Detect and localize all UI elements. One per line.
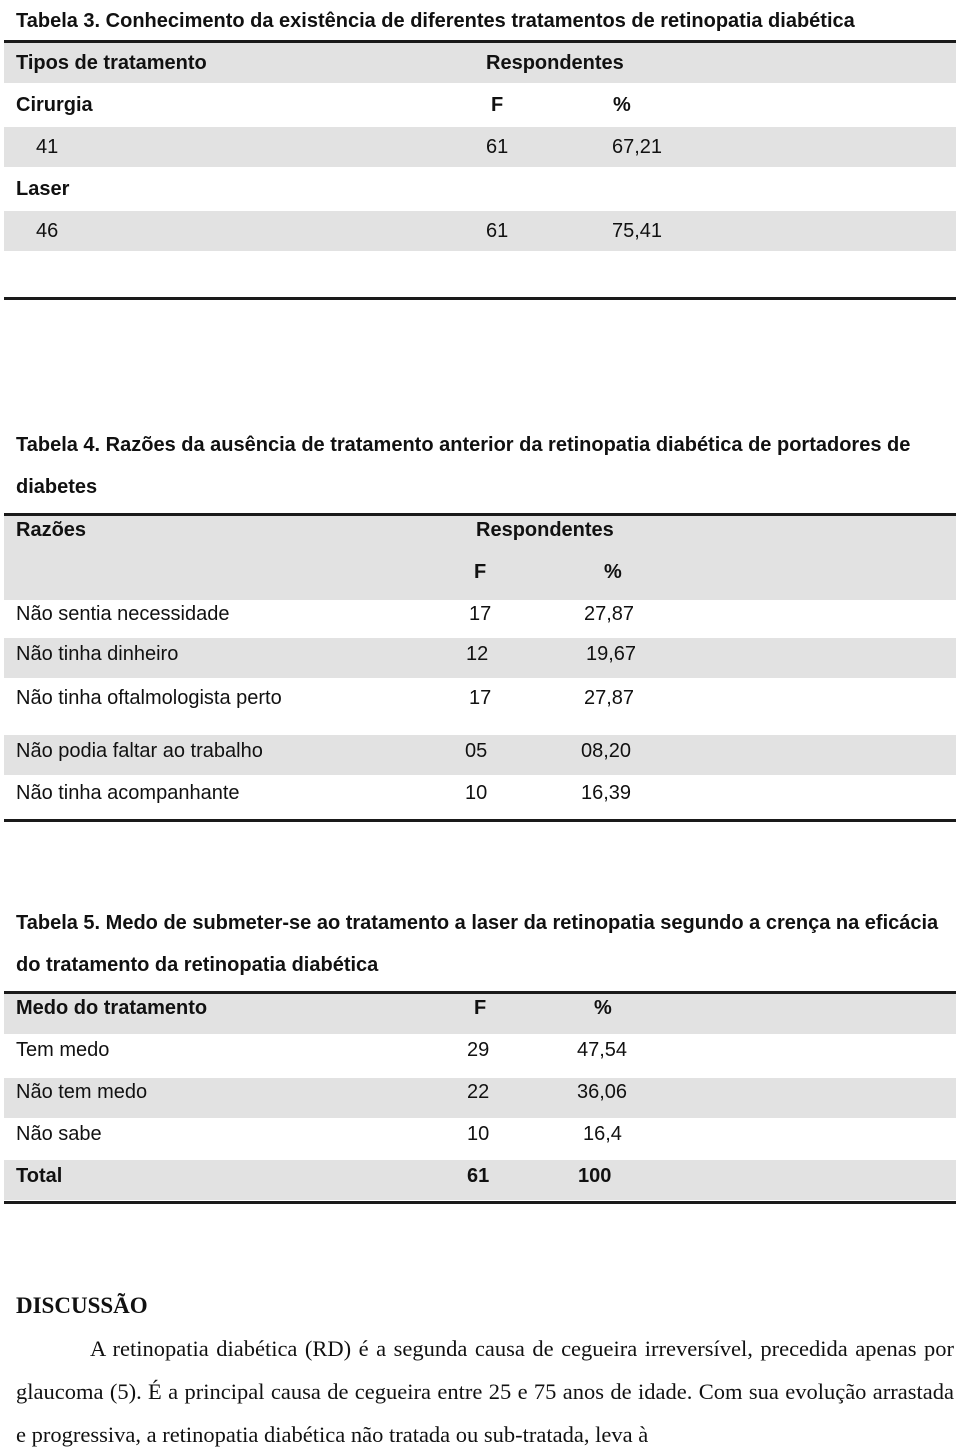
table3-cell: 67,21 bbox=[612, 136, 663, 158]
table-row bbox=[4, 127, 956, 167]
table3-cell: 61 bbox=[486, 136, 509, 158]
table5-total-label: Total bbox=[16, 1165, 63, 1187]
table4-cell: 16,39 bbox=[581, 782, 632, 804]
table4-caption-line2: diabetes bbox=[16, 476, 98, 498]
table4-cell: 19,67 bbox=[586, 643, 637, 665]
table-row bbox=[4, 1114, 956, 1154]
table5-bottom-rule bbox=[4, 1201, 956, 1204]
table5-cell: 29 bbox=[467, 1039, 490, 1061]
table4-header-f: F bbox=[474, 561, 487, 583]
table5-cell: 10 bbox=[467, 1123, 490, 1145]
table4-cell: 10 bbox=[465, 782, 488, 804]
table3-bottom-rule bbox=[4, 297, 956, 300]
table5-cell: 47,54 bbox=[577, 1039, 628, 1061]
table4-cell: Não tinha dinheiro bbox=[16, 643, 179, 665]
table5-header-pct: % bbox=[594, 997, 612, 1019]
table-row bbox=[4, 735, 956, 775]
table4-cell: Não tinha oftalmologista perto bbox=[16, 687, 282, 709]
table5-cell: 22 bbox=[467, 1081, 490, 1103]
table4-cell: 08,20 bbox=[581, 740, 632, 762]
table4-cell: Não tinha acompanhante bbox=[16, 782, 240, 804]
discussion-heading: DISCUSSÃO bbox=[16, 1293, 148, 1318]
table-row bbox=[4, 169, 956, 209]
table4-header-col2: Respondentes bbox=[476, 519, 614, 541]
table-row bbox=[4, 1078, 956, 1118]
table5-cell: 16,4 bbox=[583, 1123, 622, 1145]
table4-cell: 27,87 bbox=[584, 687, 635, 709]
table4-cell: 17 bbox=[469, 603, 492, 625]
table5-cell: Tem medo bbox=[16, 1039, 110, 1061]
table3-header-row bbox=[4, 43, 956, 83]
table3-cell: Laser bbox=[16, 178, 70, 200]
table3-header-col2: Respondentes bbox=[486, 52, 624, 74]
table-row bbox=[4, 1030, 956, 1070]
table-row bbox=[4, 211, 956, 251]
table4-cell: 05 bbox=[465, 740, 488, 762]
discussion-paragraph: A retinopatia diabética (RD) é a segunda causa de cegueira irreversível, precedida apenas por glaucoma (5). É a principal causa de cegueira entre 25 e 75 anos de idade. Com sua evolução arrastada e progressiva, a retinopatia diabética não tratada ou sub-tratada, leva à bbox=[16, 1336, 954, 1447]
table4-caption-line1: Tabela 4. Razões da ausência de tratamento anterior da retinopatia diabética de portadores de bbox=[16, 434, 911, 456]
table5-header-row bbox=[4, 994, 956, 1034]
table4-cell: 17 bbox=[469, 687, 492, 709]
table-row bbox=[4, 638, 956, 678]
table5-cell: 36,06 bbox=[577, 1081, 628, 1103]
table-row bbox=[4, 678, 956, 718]
table3-cell: F bbox=[491, 94, 504, 116]
table5-total-f: 61 bbox=[467, 1165, 490, 1187]
table4-cell: Não podia faltar ao trabalho bbox=[16, 740, 263, 762]
table5-header-col1: Medo do tratamento bbox=[16, 997, 208, 1019]
table-row bbox=[4, 1160, 956, 1200]
table4-cell: Não sentia necessidade bbox=[16, 603, 230, 625]
table5-header-f: F bbox=[474, 997, 487, 1019]
table4-header-col1: Razões bbox=[16, 519, 87, 541]
table4-cell: 12 bbox=[466, 643, 489, 665]
table3-cell: 46 bbox=[36, 220, 59, 242]
table4-header-pct: % bbox=[604, 561, 622, 583]
table-row bbox=[4, 85, 956, 125]
table3-cell: 75,41 bbox=[612, 220, 663, 242]
table4-bottom-rule bbox=[4, 819, 956, 822]
table3-cell: 61 bbox=[486, 220, 509, 242]
table4-cell: 27,87 bbox=[584, 603, 635, 625]
table3-cell: Cirurgia bbox=[16, 94, 93, 116]
table3-header-col1: Tipos de tratamento bbox=[16, 52, 207, 74]
table-row bbox=[4, 773, 956, 813]
table5-caption-line2: do tratamento da retinopatia diabética bbox=[16, 954, 379, 976]
table4-header-row bbox=[4, 516, 956, 600]
table-row bbox=[4, 594, 956, 634]
table5-caption-line1: Tabela 5. Medo de submeter-se ao tratamento a laser da retinopatia segundo a crença na eficácia bbox=[16, 912, 939, 934]
table3-cell: % bbox=[613, 94, 631, 116]
table5-cell: Não sabe bbox=[16, 1123, 102, 1145]
table5-total-pct: 100 bbox=[578, 1165, 612, 1187]
table3-caption: Tabela 3. Conhecimento da existência de diferentes tratamentos de retinopatia diabética bbox=[16, 10, 855, 32]
table5-cell: Não tem medo bbox=[16, 1081, 148, 1103]
table3-cell: 41 bbox=[36, 136, 59, 158]
